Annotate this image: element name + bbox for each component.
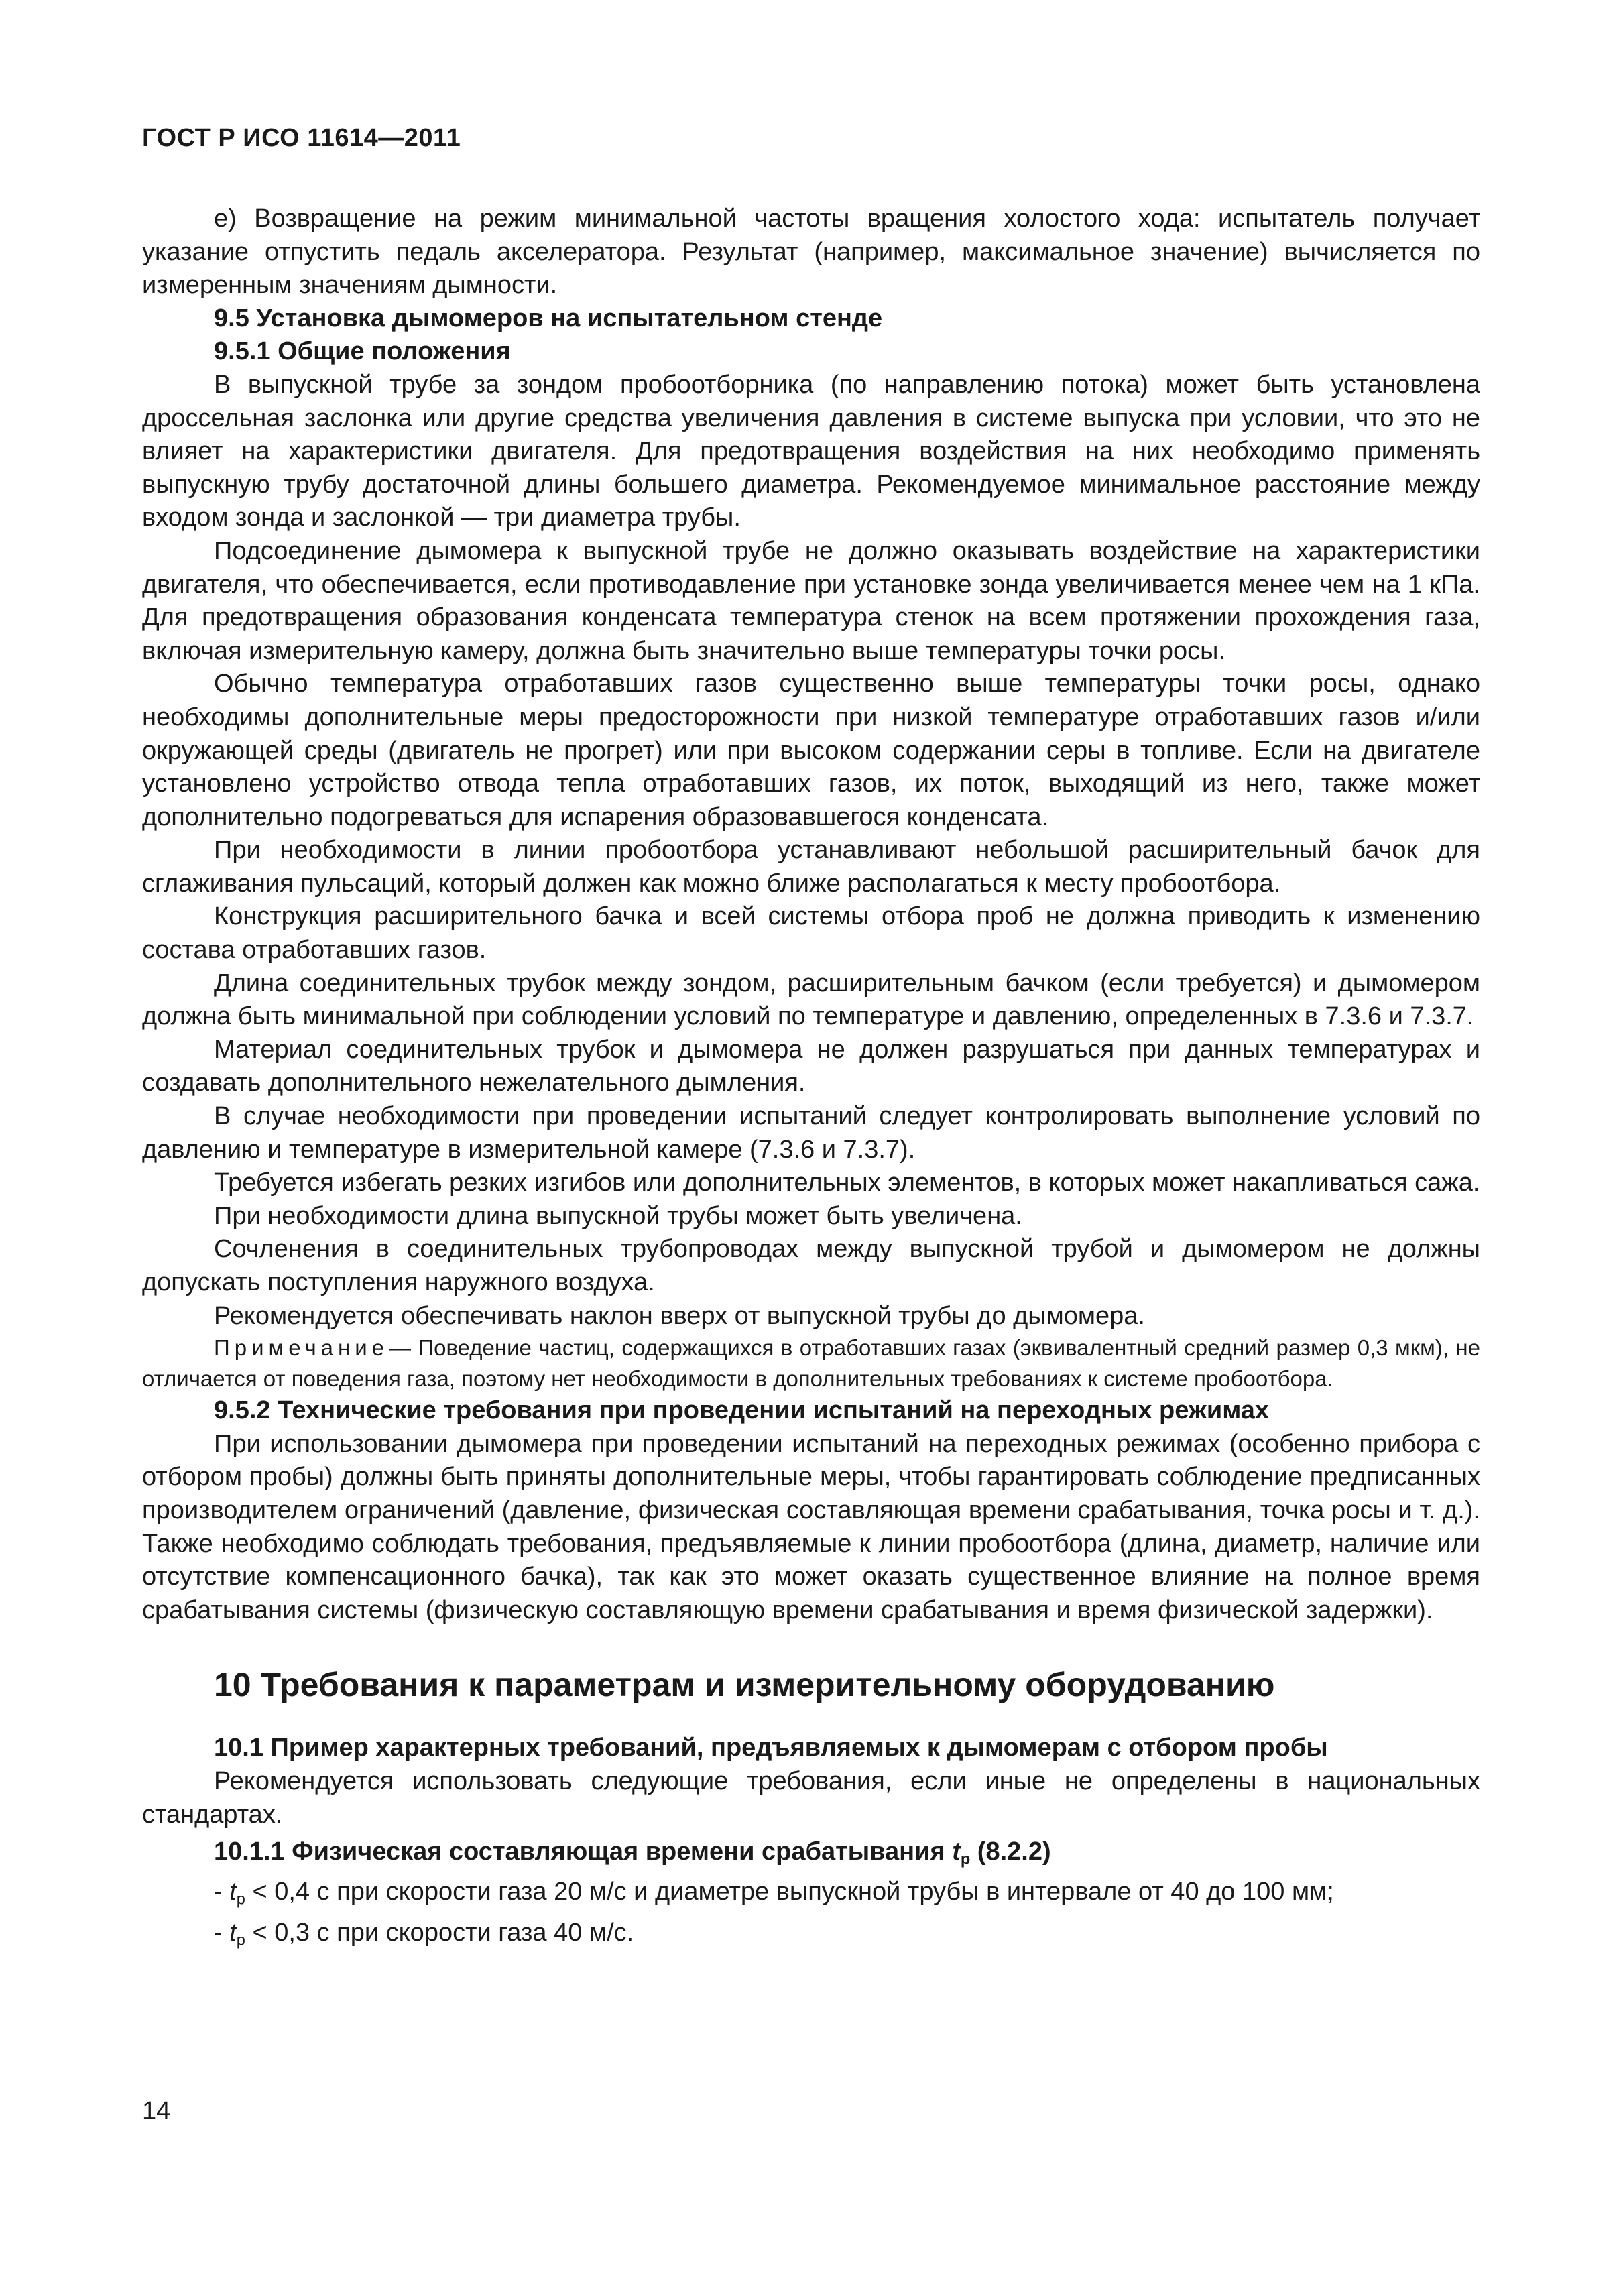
paragraph: Длина соединительных трубок между зондом, расширительным бачком (если требуется) и дымомером должна быть минимальной при соблюдении условий по температуре и давлению, определенных в 7.3.6 и 7.3.7. — [142, 969, 1480, 1031]
section-heading-10: 10 Требования к параметрам и измерительному оборудованию — [214, 1666, 1275, 1704]
paragraph: В выпускной трубе за зондом пробоотборника (по направлению потока) может быть установлена дроссельная заслонка или другие средства увеличения давления в системе выпуска при условии, что это не влияет на характеристики двигателя. Для предотвращения воздействия на них необходимо применять выпускную трубу достаточной длины большего диаметра. Рекомендуемое минимальное расстояние между входом зонда и заслонкой — три диаметра трубы. — [142, 370, 1480, 532]
paragraph: Сочленения в соединительных трубопроводах между выпускной трубой и дымомером не должны допускать поступления наружного воздуха. — [142, 1235, 1480, 1296]
heading-10-1-1: 10.1.1 Физическая составляющая времени срабатывания $t_p$ (8.2.2) — [214, 1837, 1051, 1868]
note — [142, 1333, 1480, 1394]
paragraph: Требуется избегать резких изгибов или дополнительных элементов, в которых может накапливаться сажа. — [214, 1168, 1480, 1197]
paragraph: Обычно температура отработавших газов существенно выше температуры точки росы, однако необходимы дополнительные меры предосторожности при низкой температуре отработавших газов и/или окружающей среды (двигатель не прогрет) или при высоком содержании серы в топливе. Если на двигателе установлено устройство отвода тепла отработавших газов, их поток, выходящий из него, также может дополнительно подогреваться для испарения образовавшегося конденсата. — [142, 670, 1480, 831]
heading-9-5-2: 9.5.2 Технические требования при проведении испытаний на переходных режимах — [214, 1396, 1270, 1425]
heading-10-1: 10.1 Пример характерных требований, предъявляемых к дымомерам с отбором пробы — [214, 1734, 1328, 1762]
heading-9-5-1: 9.5.1 Общие положения — [214, 337, 511, 366]
note-label: Примечание — [214, 1335, 389, 1361]
paragraph: Конструкция расширительного бачка и всей системы отбора проб не должна приводить к изменению состава отработавших газов. — [142, 902, 1480, 965]
paragraph: В случае необходимости при проведении испытаний следует контролировать выполнение условий по давлению и температуре в измерительной камере (7.3.6 и 7.3.7). — [142, 1102, 1480, 1164]
tp-symbol: t — [952, 1837, 961, 1866]
paragraph: При использовании дымомера при проведении испытаний на переходных режимах (особенно прибора с отбором пробы) должны быть приняты дополнительные меры, чтобы гарантировать соблюдение предписанных производителем ограничений (давление, физическая составляющая времени срабатывания, точка росы и т. д.). Также необходимо соблюдать требования, предъявляемые к линии пробоотбора (длина, диаметр, наличие или отсутствие компенсационного бачка), так как это может оказать существенное влияние на полное время срабатывания системы (физическую составляющую времени срабатывания и время физической задержки). — [142, 1429, 1480, 1624]
page-content — [142, 202, 1480, 1957]
heading-9-5: 9.5 Установка дымомеров на испытательном стенде — [214, 304, 883, 333]
paragraph: При необходимости длина выпускной трубы может быть увеличена. — [214, 1201, 1022, 1230]
paragraph: Рекомендуется обеспечивать наклон вверх от выпускной трубы до дымомера. — [214, 1301, 1145, 1330]
page-number: 14 — [142, 2097, 171, 2125]
paragraph: Подсоединение дымомера к выпускной трубе не должно оказывать воздействие на характеристики двигателя, что обеспечивается, если противодавление при установке зонда увеличивается менее чем на 1 кПа. Для предотвращения образования конденсата температура стенок на всем протяжении прохождения газа, включая измерительную камеру, должна быть значительно выше температуры точки росы. — [142, 536, 1480, 665]
paragraph: Рекомендуется использовать следующие требования, если иные не определены в национальных стандартах. — [142, 1766, 1480, 1829]
paragraph-e: е) Возвращение на режим минимальной частоты вращения холостого хода: испытатель получает указание отпустить педаль акселератора. Результат (например, максимальное значение) вычисляется по измеренным значениям дымности. — [142, 204, 1480, 300]
note-text: — Поведение частиц, содержащихся в отработавших газах (эквивалентный средний размер 0,3 мкм), не отличается от поведения газа, поэтому нет необходимости в дополнительных требованиях к системе пробоотбора. — [142, 1335, 1480, 1392]
paragraph: При необходимости в линии пробоотбора устанавливают небольшой расширительный бачок для сглаживания пульсаций, который должен как можно ближе располагаться к месту пробоотбора. — [142, 836, 1480, 898]
list-item: - $t_p < 0,4$ с при скорости газа 20 м/с и диаметре выпускной трубы в интервале от 40 до 100 мм; — [214, 1878, 1334, 1908]
standard-header: ГОСТ Р ИСО 11614—2011 — [142, 124, 461, 152]
paragraph: Материал соединительных трубок и дымомера не должен разрушаться при данных температурах и создавать дополнительного нежелательного дымления. — [142, 1035, 1480, 1097]
list-item: - $t_p < 0,3$ с при скорости газа 40 м/с. — [214, 1918, 634, 1949]
